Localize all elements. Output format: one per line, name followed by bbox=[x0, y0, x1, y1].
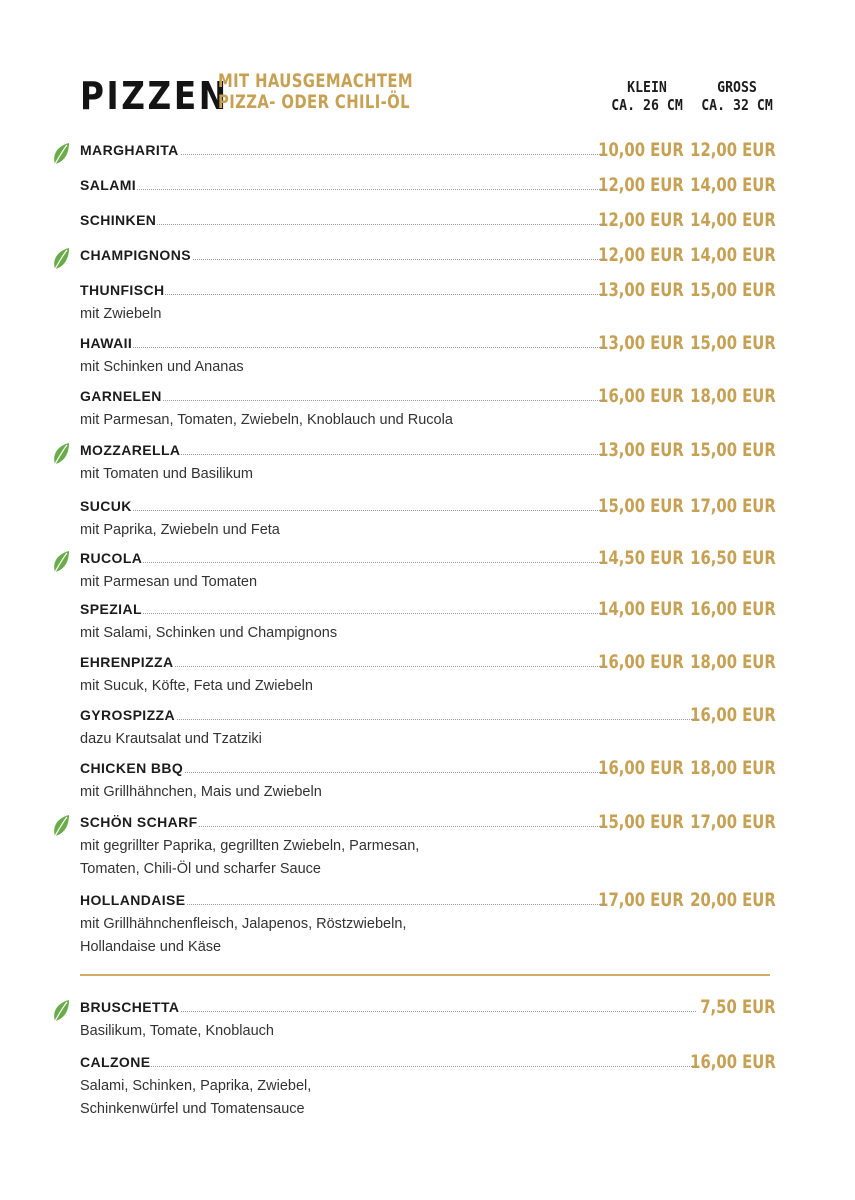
menu-item bbox=[80, 437, 776, 486]
dotted-leader bbox=[80, 613, 606, 614]
menu-item-row bbox=[80, 994, 776, 1020]
menu-item-row bbox=[80, 277, 776, 303]
price-gross: 15,00 EUR bbox=[690, 279, 776, 301]
dotted-leader bbox=[80, 224, 606, 225]
menu-item-description: mit Salami, Schinken und Champignons bbox=[80, 625, 338, 641]
price-klein: 10,00 EUR bbox=[598, 139, 684, 161]
menu-item-description: mit Zwiebeln bbox=[80, 306, 162, 322]
menu-item-name: SUCUK bbox=[80, 498, 132, 514]
menu-item-description: mit Parmesan, Tomaten, Zwiebeln, Knoblauch und Rucola bbox=[80, 412, 453, 428]
leaf-icon bbox=[52, 998, 70, 1024]
menu-item-row bbox=[80, 755, 776, 781]
menu-item-name: SPEZIAL bbox=[80, 601, 142, 617]
menu-item bbox=[80, 994, 776, 1043]
menu-item bbox=[80, 596, 776, 645]
menu-item-row bbox=[80, 887, 776, 913]
menu-item-row bbox=[80, 383, 776, 409]
price-klein: 12,00 EUR bbox=[598, 174, 684, 196]
menu-item-name: BRUSCHETTA bbox=[80, 999, 180, 1015]
leaf-icon bbox=[52, 441, 70, 467]
column-header-gross-size: CA. 32 CM bbox=[701, 96, 773, 114]
subtitle-line-1: MIT HAUSGEMACHTEM bbox=[218, 70, 414, 92]
leaf-icon bbox=[52, 246, 70, 272]
menu-item-name: SCHINKEN bbox=[80, 212, 157, 228]
menu-item-row bbox=[80, 809, 776, 835]
price-klein: 16,00 EUR bbox=[598, 757, 684, 779]
price: 7,50 EUR bbox=[700, 996, 776, 1018]
menu-item-description: mit Parmesan und Tomaten bbox=[80, 574, 258, 590]
menu-item-row bbox=[80, 596, 776, 622]
menu-item-name: HOLLANDAISE bbox=[80, 892, 186, 908]
price: 16,00 EUR bbox=[690, 1051, 776, 1073]
menu-item-name: RUCOLA bbox=[80, 550, 143, 566]
column-header-klein-label: KLEIN bbox=[627, 78, 667, 96]
menu-item-description: mit Paprika, Zwiebeln und Feta bbox=[80, 522, 280, 538]
price-gross: 18,00 EUR bbox=[690, 385, 776, 407]
price-gross: 12,00 EUR bbox=[690, 139, 776, 161]
price-gross: 16,50 EUR bbox=[690, 547, 776, 569]
price-klein: 13,00 EUR bbox=[598, 439, 684, 461]
menu-item bbox=[80, 493, 776, 542]
menu-item-description: Hollandaise und Käse bbox=[80, 939, 222, 955]
menu-item bbox=[80, 755, 776, 804]
price-klein: 16,00 EUR bbox=[598, 651, 684, 673]
menu-item-description: mit Schinken und Ananas bbox=[80, 359, 244, 375]
price-klein: 17,00 EUR bbox=[598, 889, 684, 911]
dotted-leader bbox=[80, 347, 606, 348]
price-gross: 18,00 EUR bbox=[690, 757, 776, 779]
price-gross: 17,00 EUR bbox=[690, 495, 776, 517]
column-header-gross bbox=[697, 78, 776, 114]
menu-item-row bbox=[80, 493, 776, 519]
menu-item bbox=[80, 172, 776, 198]
menu-item-name: SCHÖN SCHARF bbox=[80, 814, 198, 830]
price-gross: 18,00 EUR bbox=[690, 651, 776, 673]
page-title: PIZZEN bbox=[80, 74, 229, 118]
menu-item-name: MOZZARELLA bbox=[80, 442, 181, 458]
menu-item-description: Basilikum, Tomate, Knoblauch bbox=[80, 1023, 274, 1039]
price-klein: 16,00 EUR bbox=[598, 385, 684, 407]
menu-item bbox=[80, 137, 776, 163]
menu-item-row bbox=[80, 137, 776, 163]
menu-item-row bbox=[80, 207, 776, 233]
menu-item bbox=[80, 207, 776, 233]
menu-item-name: CALZONE bbox=[80, 1054, 151, 1070]
price-klein: 13,00 EUR bbox=[598, 332, 684, 354]
leaf-icon bbox=[52, 549, 70, 575]
dotted-leader bbox=[80, 510, 606, 511]
leaf-icon bbox=[52, 813, 70, 839]
menu-item-description: mit Grillhähnchen, Mais und Zwiebeln bbox=[80, 784, 322, 800]
menu-item-name: HAWAII bbox=[80, 335, 133, 351]
menu-item-description: mit Sucuk, Köfte, Feta und Zwiebeln bbox=[80, 678, 313, 694]
column-header-klein bbox=[607, 78, 686, 114]
menu-item bbox=[80, 383, 776, 432]
price-gross: 15,00 EUR bbox=[690, 439, 776, 461]
dotted-leader bbox=[80, 189, 606, 190]
menu-item-row bbox=[80, 649, 776, 675]
dotted-leader bbox=[80, 1066, 696, 1067]
menu-item-row bbox=[80, 702, 776, 728]
menu-item-name: SALAMI bbox=[80, 177, 137, 193]
menu-item bbox=[80, 702, 776, 751]
subtitle-line-2: PIZZA- ODER CHILI-ÖL bbox=[218, 91, 410, 113]
price-gross: 16,00 EUR bbox=[690, 598, 776, 620]
menu-item bbox=[80, 277, 776, 326]
menu-item-description: mit gegrillter Paprika, gegrillten Zwiebeln, Parmesan, bbox=[80, 838, 420, 854]
menu-item-row bbox=[80, 1049, 776, 1075]
menu-item-description: Salami, Schinken, Paprika, Zwiebel, bbox=[80, 1078, 312, 1094]
menu-item-description: Tomaten, Chili-Öl und scharfer Sauce bbox=[80, 861, 321, 877]
menu-item-name: GARNELEN bbox=[80, 388, 162, 404]
menu-item-name: CHICKEN BBQ bbox=[80, 760, 184, 776]
leaf-icon bbox=[52, 141, 70, 167]
menu-item-name: GYROSPIZZA bbox=[80, 707, 176, 723]
price-klein: 14,50 EUR bbox=[598, 547, 684, 569]
dotted-leader bbox=[80, 562, 606, 563]
menu-item-name: MARGHARITA bbox=[80, 142, 179, 158]
menu-item-row bbox=[80, 242, 776, 268]
price-gross: 17,00 EUR bbox=[690, 811, 776, 833]
price-gross: 20,00 EUR bbox=[690, 889, 776, 911]
menu-item bbox=[80, 545, 776, 594]
menu-item bbox=[80, 887, 776, 959]
price-klein: 15,00 EUR bbox=[598, 495, 684, 517]
menu-item-name: CHAMPIGNONS bbox=[80, 247, 191, 263]
menu-item-description: dazu Krautsalat und Tzatziki bbox=[80, 731, 262, 747]
menu-item-row bbox=[80, 172, 776, 198]
price-klein: 12,00 EUR bbox=[598, 244, 684, 266]
section-divider bbox=[80, 974, 770, 976]
price-klein: 14,00 EUR bbox=[598, 598, 684, 620]
menu-item bbox=[80, 242, 776, 268]
page-subtitle bbox=[218, 71, 413, 113]
column-header-klein-size: CA. 26 CM bbox=[611, 96, 683, 114]
price-gross: 15,00 EUR bbox=[690, 332, 776, 354]
menu-item-name: THUNFISCH bbox=[80, 282, 165, 298]
price: 16,00 EUR bbox=[690, 704, 776, 726]
price-klein: 15,00 EUR bbox=[598, 811, 684, 833]
menu-item bbox=[80, 809, 776, 881]
column-header-gross-label: GROSS bbox=[717, 78, 757, 96]
menu-item-description: mit Tomaten und Basilikum bbox=[80, 466, 254, 482]
menu-item-description: Schinkenwürfel und Tomatensauce bbox=[80, 1101, 305, 1117]
price-klein: 12,00 EUR bbox=[598, 209, 684, 231]
menu-item bbox=[80, 649, 776, 698]
menu-item bbox=[80, 1049, 776, 1121]
menu-item-row bbox=[80, 545, 776, 571]
menu-item-row bbox=[80, 437, 776, 463]
price-gross: 14,00 EUR bbox=[690, 244, 776, 266]
menu-item bbox=[80, 330, 776, 379]
menu-item-name: EHRENPIZZA bbox=[80, 654, 174, 670]
price-klein: 13,00 EUR bbox=[598, 279, 684, 301]
price-gross: 14,00 EUR bbox=[690, 174, 776, 196]
price-gross: 14,00 EUR bbox=[690, 209, 776, 231]
menu-item-description: mit Grillhähnchenfleisch, Jalapenos, Röstzwiebeln, bbox=[80, 916, 407, 932]
menu-item-row bbox=[80, 330, 776, 356]
